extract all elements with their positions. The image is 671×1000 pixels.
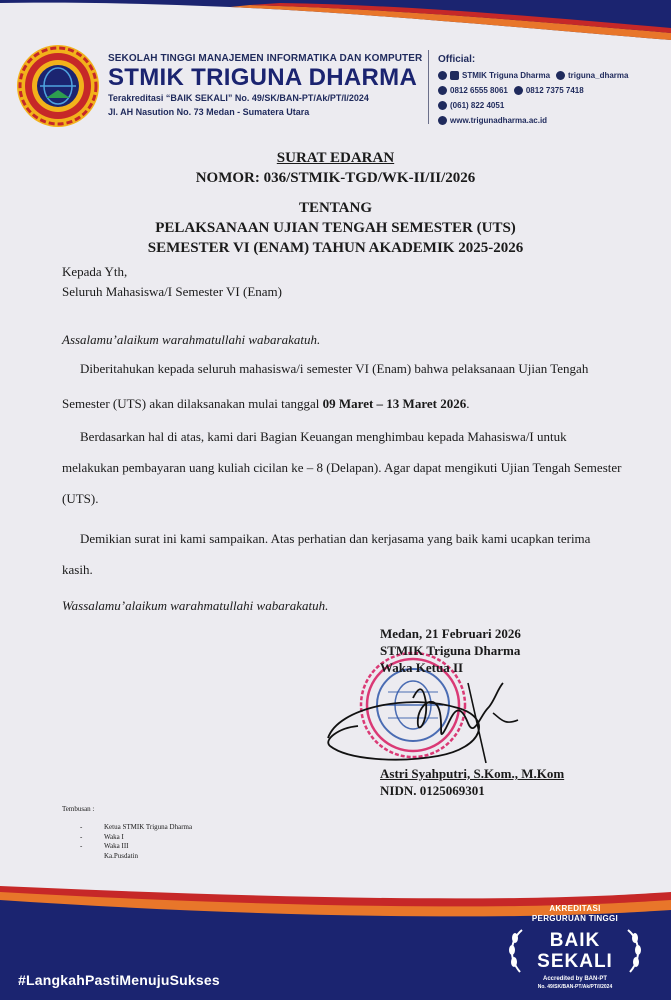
letter-about-label: TENTANG — [298, 200, 373, 216]
badge-line-1: AKREDITASI — [549, 904, 601, 913]
badge-line-6: No. 49/SK/BAN-PT/Ak/PT/I/2024 — [537, 984, 613, 990]
globe-icon — [438, 116, 447, 125]
accreditation-line: Terakreditasi “BAIK SEKALI” No. 49/SK/BAN-PT/Ak/PT/I/2024 — [108, 93, 369, 103]
address-line: Jl. AH Nasution No. 73 Medan - Sumatera Utara — [108, 107, 310, 117]
institution-name: STMIK TRIGUNA DHARMA — [108, 64, 418, 91]
footer-hashtag: #LangkahPastiMenujuSukses — [18, 972, 220, 988]
contact-row-social — [438, 68, 628, 83]
recipient-line-1: Kepada Yth, — [62, 264, 128, 279]
social-facebook[interactable]: STMIK Triguna Dharma — [462, 71, 551, 80]
greeting: Assalamu’alaikum warahmatullahi wabarakatuh. — [62, 332, 321, 347]
paragraph-3: Demikian surat ini kami sampaikan. Atas perhatian dan kerjasama yang baik kami ucapkan terima kasih. — [62, 531, 591, 577]
whatsapp-icon — [514, 86, 523, 95]
official-contacts — [438, 54, 628, 128]
header-divider — [428, 50, 429, 124]
exam-dates: 09 Maret – 13 Maret 2026 — [322, 396, 467, 411]
cc-item: Ka.Pusdatin — [104, 851, 139, 860]
institution-top-line: SEKOLAH TINGGI MANAJEMEN INFORMATIKA DAN KOMPUTER — [108, 53, 423, 64]
whatsapp-number-1[interactable]: 0812 6555 8061 — [450, 86, 508, 95]
facebook-icon — [438, 71, 447, 80]
paragraph-1-text: Diberitahukan kepada seluruh mahasiswa/i semester VI (Enam) bahwa pelaksanaan Ujian Tengah Semester (UTS) akan dilaksanakan mulai tanggal — [62, 361, 589, 411]
cc-item: - Ketua STMIK Triguna Dharma — [80, 823, 193, 831]
recipient-line-2: Seluruh Mahasiswa/I Semester VI (Enam) — [62, 284, 282, 299]
cc-item: - Waka III — [80, 842, 129, 850]
institution-logo — [16, 44, 100, 128]
letter-title-block — [0, 148, 671, 258]
contact-row-website — [438, 113, 628, 128]
letter-number: NOMOR: 036/STMIK-TGD/WK-II/II/2026 — [195, 170, 476, 186]
badge-line-5: Accredited by BAN-PT — [542, 976, 607, 982]
phone-number[interactable]: (061) 822 4051 — [450, 101, 505, 110]
signer-nidn: NIDN. 0125069301 — [380, 783, 485, 798]
contact-row-whatsapp — [438, 83, 628, 98]
official-title: Official: — [438, 54, 476, 65]
badge-line-4: SEKALI — [537, 951, 613, 972]
youtube-icon — [450, 71, 459, 80]
signer-name: Astri Syahputri, S.Kom., M.Kom — [380, 766, 565, 781]
closing-greeting: Wassalamu’alaikum warahmatullahi wabarakatuh. — [62, 598, 329, 613]
whatsapp-number-2[interactable]: 0812 7375 7418 — [525, 86, 584, 95]
recipient-block — [62, 262, 622, 302]
contact-row-phone — [438, 98, 628, 113]
letter-subject-line-1: PELAKSANAAN UJIAN TENGAH SEMESTER (UTS) — [155, 220, 516, 236]
cc-item: - Waka I — [80, 832, 124, 841]
top-decorative-band — [0, 0, 671, 40]
instagram-icon — [556, 71, 565, 80]
badge-line-3: BAIK — [549, 930, 601, 951]
handwritten-signature — [318, 668, 528, 778]
cc-list — [80, 823, 192, 861]
letter-subject-line-2: SEMESTER VI (ENAM) TAHUN AKADEMIK 2025-2026 — [147, 240, 524, 256]
cc-label: Tembusan : — [62, 805, 95, 813]
accreditation-badge — [500, 900, 650, 996]
whatsapp-icon — [438, 86, 447, 95]
signature-place-date: Medan, 21 Februari 2026 — [380, 626, 521, 641]
paragraph-1 — [62, 351, 622, 421]
social-instagram[interactable]: triguna_dharma — [568, 71, 629, 80]
paragraph-2: Berdasarkan hal di atas, kami dari Bagian Keuangan menghimbau kepada Mahasiswa/I untuk melakukan pembayaran uang kuliah cicilan ke – 8 (Delapan). Agar dapat mengikuti Ujian Tengah Semester (UTS). — [62, 429, 622, 506]
institution-header — [108, 53, 423, 117]
website-link[interactable]: www.trigunadharma.ac.id — [450, 116, 548, 125]
signature-institution: STMIK Triguna Dharma — [380, 643, 521, 658]
letter-type: SURAT EDARAN — [276, 150, 395, 166]
signer-block — [380, 765, 564, 799]
phone-icon — [438, 101, 447, 110]
signature-position: Waka Ketua II — [380, 660, 464, 675]
paragraph-1-end: . — [466, 396, 470, 411]
badge-line-2: PERGURUAN TINGGI — [531, 914, 619, 923]
